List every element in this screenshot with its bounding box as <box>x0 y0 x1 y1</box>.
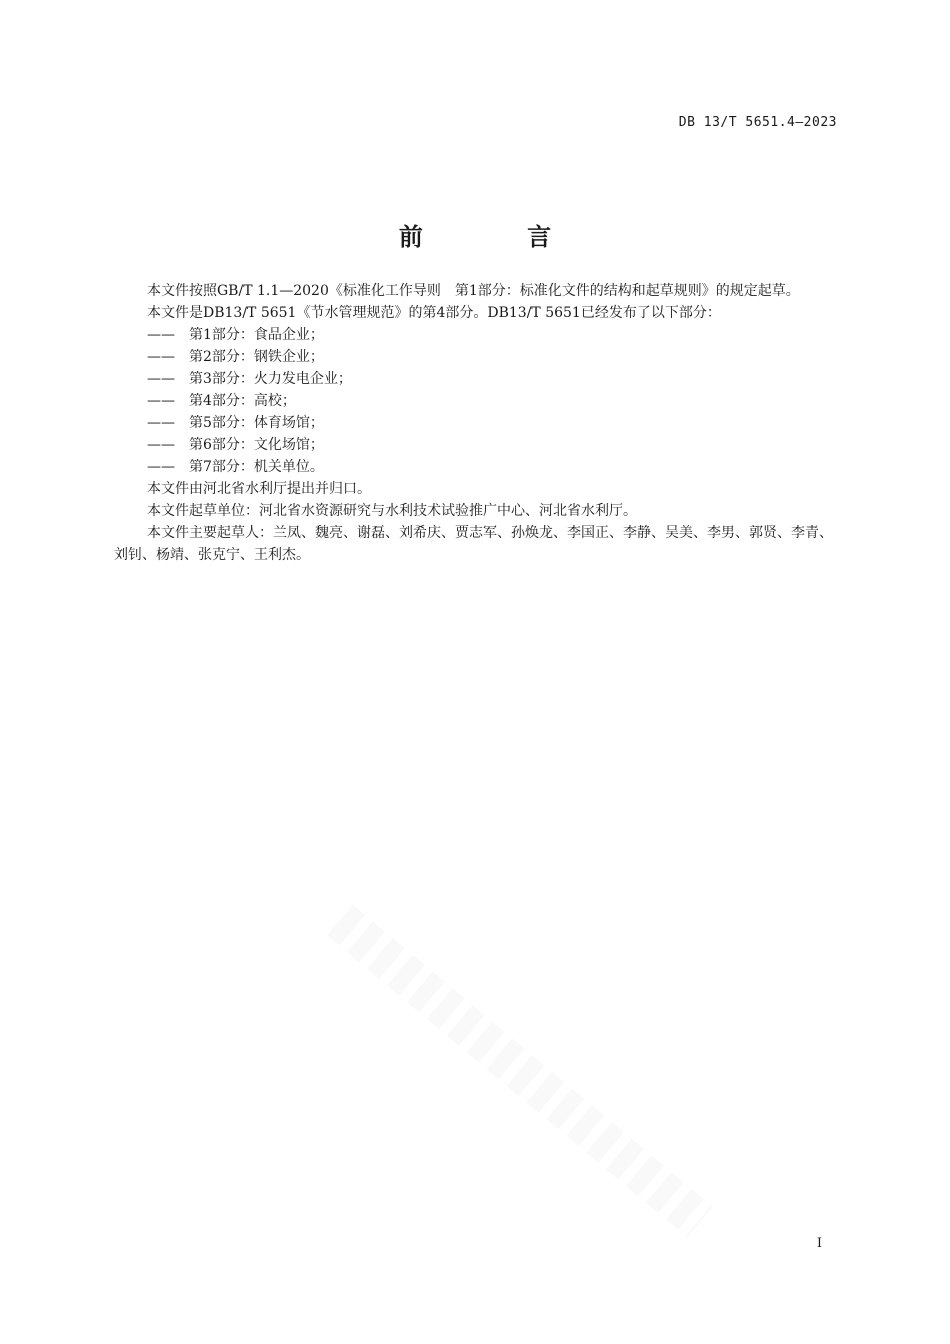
list-item-text: 第2部分：钢铁企业； <box>189 349 324 365</box>
list-dash: —— <box>147 393 175 409</box>
list-dash: —— <box>147 415 175 431</box>
foreword-body <box>114 280 838 566</box>
list-item <box>114 434 838 456</box>
paragraph-basis: 本文件按照GB/T 1.1—2020《标准化工作导则 第1部分：标准化文件的结构和起草规则》的规定起草。 <box>147 283 800 299</box>
list-item-text: 第1部分：食品企业； <box>189 327 324 343</box>
list-item-text: 第7部分：机关单位。 <box>189 459 324 475</box>
list-item <box>114 368 838 390</box>
list-item-text: 第6部分：文化场馆； <box>189 437 324 453</box>
list-item <box>114 324 838 346</box>
list-dash: —— <box>147 349 175 365</box>
list-item <box>114 412 838 434</box>
page-title: 前 言 <box>398 223 600 251</box>
parts-list <box>114 324 838 478</box>
paragraph-drafters: 本文件主要起草人：兰凤、魏亮、谢磊、刘希庆、贾志军、孙焕龙、李国正、李静、吴美、李男、郭贤、李青、刘钊、杨靖、张克宁、王利杰。 <box>114 525 833 563</box>
list-dash: —— <box>147 371 175 387</box>
list-item-text: 第5部分：体育场馆； <box>189 415 324 431</box>
list-item <box>114 390 838 412</box>
list-item <box>114 346 838 368</box>
list-dash: —— <box>147 459 175 475</box>
list-dash: —— <box>147 327 175 343</box>
document-code: DB 13/T 5651.4—2023 <box>678 115 837 130</box>
list-item-text: 第4部分：高校； <box>189 393 296 409</box>
list-dash: —— <box>147 437 175 453</box>
paragraph-proposer: 本文件由河北省水利厅提出并归口。 <box>147 481 371 497</box>
paragraph-parts-intro: 本文件是DB13/T 5651《节水管理规范》的第4部分。DB13/T 5651已经发布了以下部分： <box>147 305 721 321</box>
page-number: I <box>816 1236 822 1251</box>
list-item-text: 第3部分：火力发电企业； <box>189 371 352 387</box>
paragraph-drafting-units: 本文件起草单位：河北省水资源研究与水利技术试验推广中心、河北省水利厅。 <box>147 503 637 519</box>
list-item <box>114 456 838 478</box>
faint-watermark <box>327 905 713 1238</box>
